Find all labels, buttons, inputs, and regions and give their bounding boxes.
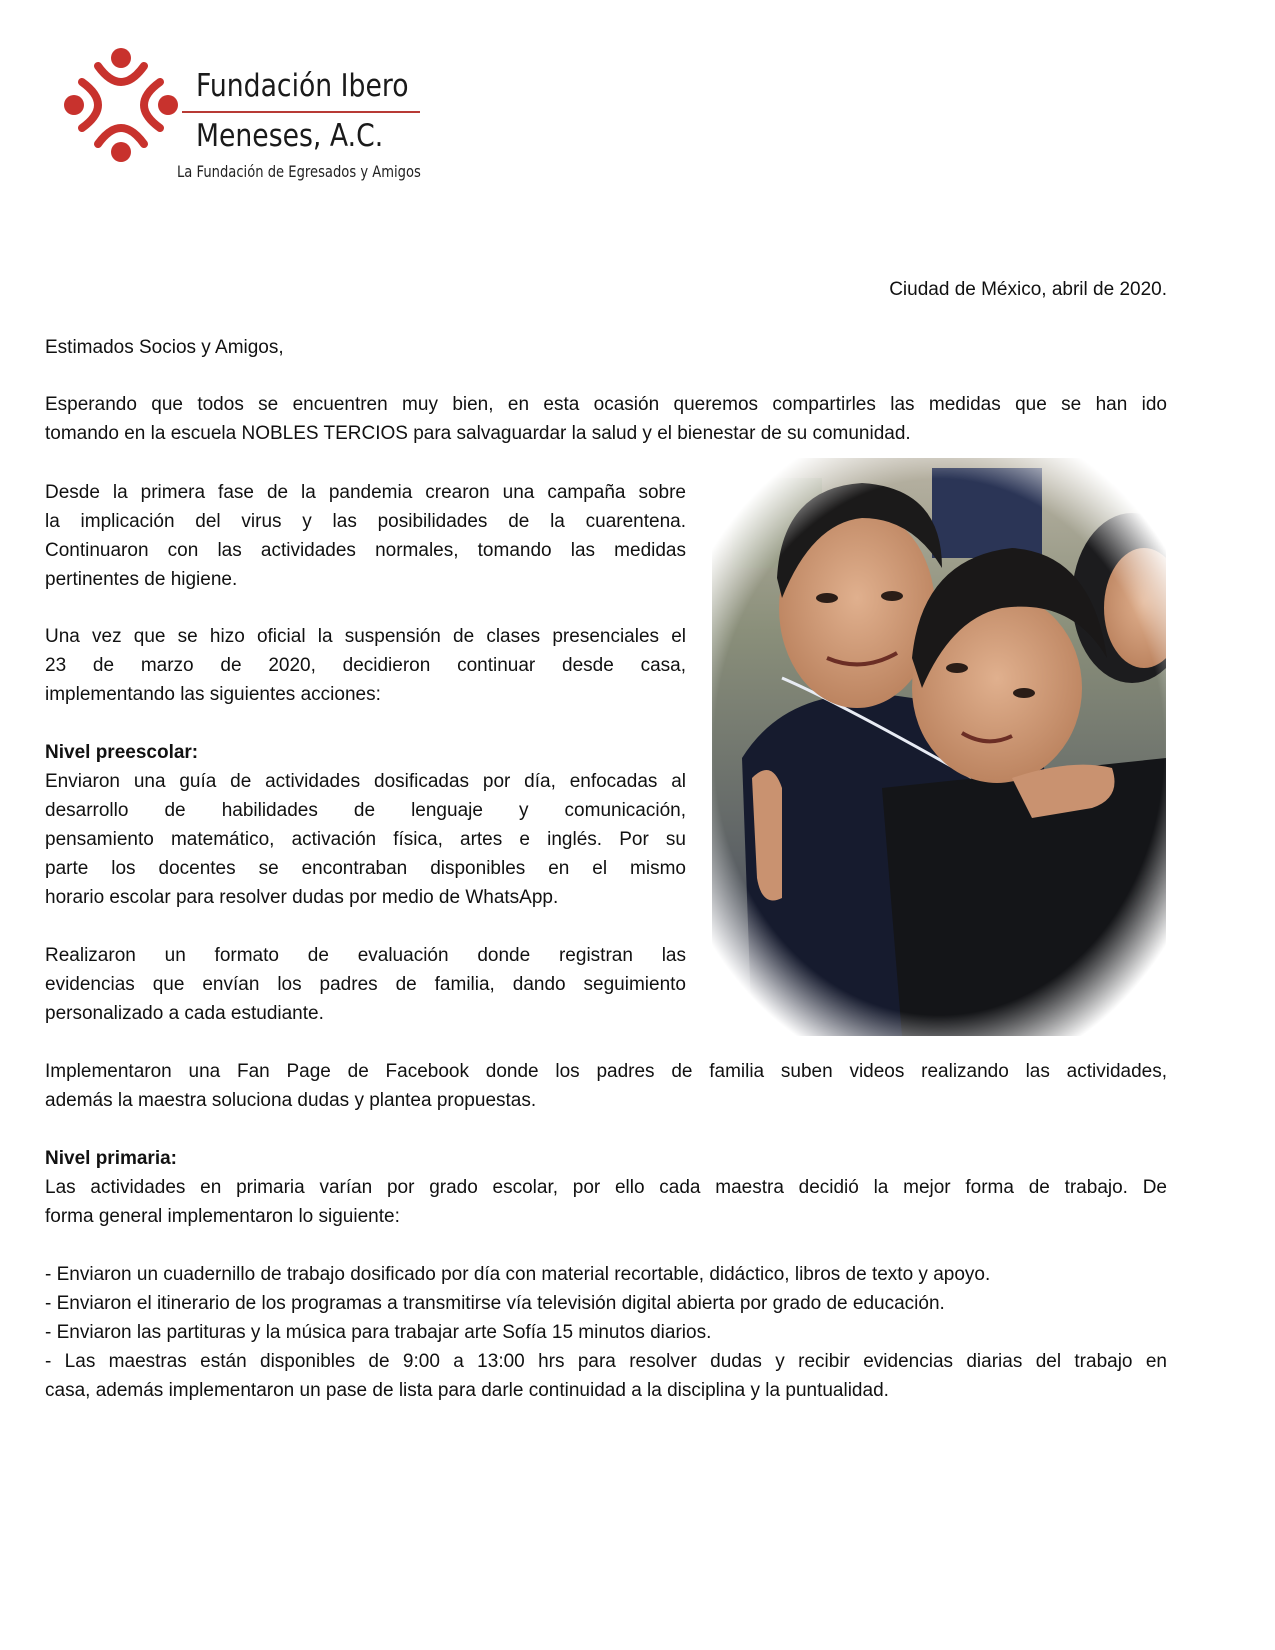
campaign-line: la implicación del virus y las posibilidades de la cuarentena. <box>45 511 686 532</box>
primaria-paragraph <box>45 1173 1167 1231</box>
preescolar-line: horario escolar para resolver dudas por medio de WhatsApp. <box>45 887 559 908</box>
letter-date: Ciudad de México, abril de 2020. <box>889 279 1167 300</box>
suspension-line: implementando las siguientes acciones: <box>45 684 381 705</box>
campaign-paragraph <box>45 478 686 594</box>
list-item: - Enviaron el itinerario de los programas a transmitirse vía televisión digital abierta por grado de educación. <box>45 1293 945 1314</box>
evaluation-line: personalizado a cada estudiante. <box>45 1003 324 1024</box>
intro-line: tomando en la escuela NOBLES TERCIOS para salvaguardar la salud y el bienestar de su comunidad. <box>45 423 911 444</box>
logo-people-circle-icon <box>62 46 180 164</box>
campaign-line: Continuaron con las actividades normales, tomando las medidas <box>45 540 686 561</box>
campaign-line: pertinentes de higiene. <box>45 569 238 590</box>
primaria-line: Las actividades en primaria varían por grado escolar, por ello cada maestra decidió la mejor forma de trabajo. De <box>45 1177 1167 1198</box>
fanpage-paragraph <box>45 1057 1167 1115</box>
intro-paragraph <box>45 390 1167 448</box>
preescolar-heading: Nivel preescolar: <box>45 742 199 763</box>
logo-name-line1: Fundación Ibero <box>196 68 409 104</box>
logo-divider <box>182 111 420 113</box>
primaria-line: forma general implementaron lo siguiente: <box>45 1206 400 1227</box>
intro-line: Esperando que todos se encuentren muy bien, en esta ocasión queremos compartirles las medidas que se han ido <box>45 394 1167 415</box>
list-item: - Enviaron un cuadernillo de trabajo dosificado por día con material recortable, didáctico, libros de texto y apoyo. <box>45 1264 991 1285</box>
suspension-line: Una vez que se hizo oficial la suspensión de clases presenciales el <box>45 626 686 647</box>
preescolar-line: pensamiento matemático, activación física, artes e inglés. Por su <box>45 829 686 850</box>
list-item: casa, además implementaron un pase de lista para darle continuidad a la disciplina y la puntualidad. <box>45 1380 889 1401</box>
photo-illustration <box>712 458 1166 1036</box>
salutation: Estimados Socios y Amigos, <box>45 337 284 358</box>
list-item: - Enviaron las partituras y la música para trabajar arte Sofía 15 minutos diarios. <box>45 1322 712 1343</box>
preescolar-line: parte los docentes se encontraban disponibles en el mismo <box>45 858 686 879</box>
suspension-paragraph <box>45 622 686 709</box>
preescolar-line: desarrollo de habilidades de lenguaje y comunicación, <box>45 800 686 821</box>
preescolar-line: Enviaron una guía de actividades dosificadas por día, enfocadas al <box>45 771 686 792</box>
campaign-line: Desde la primera fase de la pandemia crearon una campaña sobre <box>45 482 686 503</box>
logo-tagline: La Fundación de Egresados y Amigos <box>177 162 421 181</box>
primaria-actions-list <box>45 1260 1167 1405</box>
children-hugging-photo <box>712 458 1166 1036</box>
preescolar-paragraph <box>45 767 686 912</box>
fanpage-line: además la maestra soluciona dudas y plantea propuestas. <box>45 1090 537 1111</box>
evaluation-line: evidencias que envían los padres de familia, dando seguimiento <box>45 974 686 995</box>
fanpage-line: Implementaron una Fan Page de Facebook donde los padres de familia suben videos realizando las actividades, <box>45 1061 1167 1082</box>
suspension-line: 23 de marzo de 2020, decidieron continuar desde casa, <box>45 655 686 676</box>
list-item: - Las maestras están disponibles de 9:00 a 13:00 hrs para resolver dudas y recibir evidencias diarias del trabajo en <box>45 1351 1167 1372</box>
evaluation-paragraph <box>45 941 686 1028</box>
evaluation-line: Realizaron un formato de evaluación donde registran las <box>45 945 686 966</box>
foundation-logo <box>62 46 442 191</box>
primaria-heading: Nivel primaria: <box>45 1148 177 1169</box>
logo-name-line2: Meneses, A.C. <box>196 118 384 154</box>
